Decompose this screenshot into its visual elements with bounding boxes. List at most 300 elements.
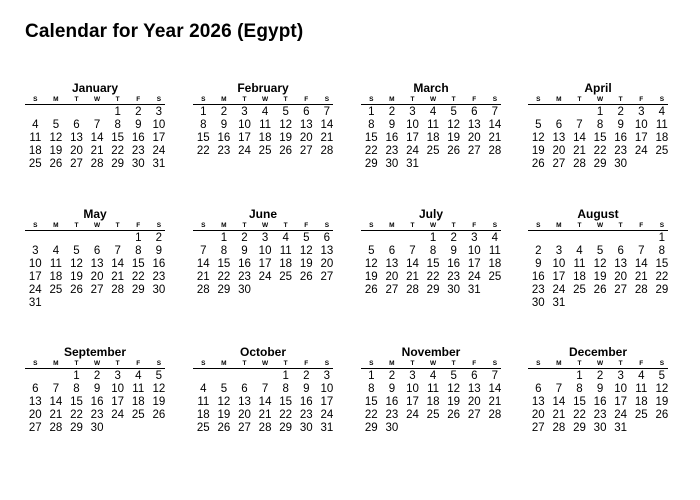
day-cell: 3 (261, 232, 269, 244)
day-cell: 11 (635, 383, 648, 395)
empty-cell (382, 232, 403, 245)
day-cell: 15 (279, 396, 293, 408)
day-cell: 20 (28, 409, 42, 421)
weekday-header-row (25, 95, 165, 105)
day-cell: 5 (52, 119, 60, 131)
day-cell: 15 (573, 396, 586, 408)
weekday-label: T (74, 222, 79, 229)
weekday-label: W (94, 360, 101, 367)
weekday-label: W (262, 96, 269, 103)
weekday-label: S (492, 96, 498, 103)
day-cell: 8 (73, 383, 80, 395)
day-cell: 27 (28, 422, 42, 434)
month-name: March (413, 81, 449, 95)
day-cell: 24 (28, 284, 42, 296)
day-cell: 5 (596, 245, 604, 257)
empty-cell (107, 232, 128, 245)
day-cell: 24 (152, 145, 166, 157)
day-cell: 10 (152, 119, 166, 131)
day-grid (361, 106, 501, 171)
weekday-label: S (324, 96, 330, 103)
day-cell: 7 (261, 383, 269, 395)
day-cell: 17 (320, 396, 334, 408)
day-cell: 19 (655, 396, 669, 408)
day-cell: 13 (385, 258, 399, 270)
day-cell: 22 (131, 271, 145, 283)
weekday-label: W (430, 96, 437, 103)
day-cell: 14 (196, 258, 210, 270)
day-cell: 3 (323, 370, 331, 382)
weekday-label: W (262, 360, 269, 367)
day-cell: 21 (406, 271, 419, 283)
day-cell: 9 (155, 245, 163, 257)
day-cell: 8 (368, 383, 375, 395)
day-cell: 17 (614, 396, 628, 408)
day-cell: 9 (617, 119, 624, 131)
day-cell: 12 (70, 258, 83, 270)
weekday-label: F (304, 96, 309, 103)
day-cell: 28 (320, 145, 334, 157)
weekday-header-row (193, 359, 333, 369)
weekday-label: F (472, 96, 477, 103)
day-cell: 17 (634, 132, 648, 144)
day-cell: 11 (279, 245, 292, 257)
day-cell: 26 (364, 284, 378, 296)
day-cell: 17 (467, 258, 481, 270)
day-cell: 20 (90, 271, 104, 283)
day-cell: 12 (447, 383, 461, 395)
weekday-header-row (193, 95, 333, 105)
day-cell: 27 (238, 422, 251, 434)
day-cell: 30 (593, 422, 607, 434)
day-cell: 2 (241, 232, 248, 244)
day-cell: 24 (406, 145, 419, 157)
weekday-label: S (33, 360, 38, 367)
day-cell: 19 (447, 132, 461, 144)
day-cell: 6 (303, 106, 310, 118)
day-cell: 12 (152, 383, 166, 395)
day-cell: 27 (467, 409, 481, 421)
day-cell: 5 (658, 370, 666, 382)
day-cell: 25 (426, 145, 440, 157)
day-cell: 29 (217, 284, 231, 296)
day-cell: 4 (491, 232, 499, 244)
day-cell: 19 (531, 145, 545, 157)
weekday-label: S (156, 360, 162, 367)
day-cell: 21 (634, 271, 648, 283)
weekday-label: W (94, 222, 101, 229)
day-cell: 12 (593, 258, 607, 270)
day-cell: 9 (220, 119, 228, 131)
day-cell: 3 (617, 370, 624, 382)
empty-cell (549, 232, 570, 245)
month-name: May (83, 207, 107, 221)
month-june (193, 207, 333, 297)
day-cell: 6 (388, 245, 396, 257)
day-cell: 7 (409, 245, 416, 257)
day-cell: 3 (555, 245, 563, 257)
empty-cell (193, 370, 214, 383)
day-cell: 31 (28, 297, 42, 309)
day-cell: 30 (614, 158, 628, 170)
day-cell: 17 (238, 132, 251, 144)
day-cell: 14 (488, 383, 502, 395)
day-cell: 5 (450, 370, 457, 382)
weekday-label: S (324, 360, 330, 367)
weekday-label: M (389, 360, 395, 367)
day-cell: 15 (196, 132, 210, 144)
weekday-label: M (221, 360, 227, 367)
weekday-label: F (472, 222, 477, 229)
day-cell: 11 (488, 245, 501, 257)
day-cell: 19 (49, 145, 63, 157)
empty-cell (528, 106, 549, 119)
day-cell: 5 (535, 119, 542, 131)
day-cell: 31 (467, 284, 481, 296)
day-cell: 22 (426, 271, 440, 283)
day-grid (193, 370, 333, 435)
day-cell: 27 (385, 284, 399, 296)
day-cell: 14 (552, 396, 566, 408)
day-cell: 25 (488, 271, 502, 283)
day-cell: 18 (258, 132, 272, 144)
day-cell: 21 (320, 132, 334, 144)
day-cell: 11 (259, 119, 272, 131)
month-name: December (568, 345, 628, 359)
weekday-label: T (115, 222, 120, 229)
empty-cell (25, 370, 46, 383)
day-cell: 24 (406, 409, 419, 421)
day-cell: 17 (406, 396, 419, 408)
day-cell: 5 (220, 383, 228, 395)
day-cell: 1 (114, 106, 121, 118)
empty-cell (25, 106, 46, 119)
day-cell: 29 (70, 422, 83, 434)
day-cell: 4 (261, 106, 269, 118)
day-cell: 7 (93, 119, 101, 131)
day-cell: 13 (467, 119, 481, 131)
empty-cell (402, 232, 423, 245)
day-cell: 25 (634, 409, 648, 421)
day-cell: 18 (28, 145, 42, 157)
weekday-label: F (136, 222, 141, 229)
day-cell: 12 (531, 132, 545, 144)
day-cell: 4 (52, 245, 60, 257)
day-cell: 25 (573, 284, 586, 296)
day-cell: 14 (573, 132, 586, 144)
day-cell: 20 (467, 132, 481, 144)
day-cell: 23 (238, 271, 251, 283)
day-cell: 8 (282, 383, 289, 395)
day-cell: 1 (368, 106, 375, 118)
day-cell: 4 (576, 245, 583, 257)
weekday-label: S (492, 222, 498, 229)
day-cell: 13 (90, 258, 104, 270)
weekday-label: M (53, 222, 59, 229)
weekday-label: M (556, 360, 562, 367)
weekday-label: M (389, 222, 395, 229)
day-cell: 23 (90, 409, 104, 421)
weekday-header-row (25, 359, 165, 369)
weekday-label: T (242, 360, 247, 367)
day-cell: 15 (111, 132, 125, 144)
day-cell: 21 (488, 132, 502, 144)
day-cell: 3 (241, 106, 248, 118)
day-cell: 22 (111, 145, 125, 157)
day-cell: 17 (552, 271, 566, 283)
page-title: Calendar for Year 2026 (Egypt) (25, 21, 304, 42)
day-cell: 12 (655, 383, 669, 395)
day-cell: 15 (364, 132, 378, 144)
empty-cell (361, 232, 382, 245)
day-cell: 5 (303, 232, 310, 244)
day-cell: 1 (596, 106, 604, 118)
day-cell: 20 (385, 271, 399, 283)
empty-cell (569, 232, 590, 245)
day-cell: 11 (573, 258, 586, 270)
empty-cell (631, 232, 652, 245)
day-cell: 6 (73, 119, 80, 131)
month-name: August (577, 207, 619, 221)
day-cell: 9 (450, 245, 457, 257)
weekday-label: T (618, 222, 623, 229)
weekday-label: M (389, 96, 395, 103)
weekday-label: S (536, 222, 541, 229)
weekday-label: S (201, 360, 206, 367)
day-cell: 19 (299, 258, 313, 270)
day-cell: 25 (279, 271, 293, 283)
weekday-label: M (53, 96, 59, 103)
empty-cell (25, 232, 46, 245)
day-cell: 28 (488, 409, 502, 421)
day-cell: 15 (70, 396, 83, 408)
day-cell: 19 (152, 396, 166, 408)
day-cell: 18 (196, 409, 210, 421)
weekday-label: S (536, 360, 541, 367)
day-cell: 24 (467, 271, 481, 283)
empty-cell (569, 106, 590, 119)
day-cell: 1 (576, 370, 583, 382)
weekday-header-row (528, 221, 668, 231)
day-cell: 12 (299, 245, 313, 257)
day-cell: 15 (426, 258, 440, 270)
day-cell: 10 (406, 119, 419, 131)
day-cell: 20 (467, 396, 481, 408)
day-cell: 2 (596, 370, 604, 382)
day-cell: 25 (258, 145, 272, 157)
day-cell: 23 (614, 145, 628, 157)
weekday-label: T (410, 360, 415, 367)
day-cell: 16 (385, 396, 399, 408)
day-cell: 2 (388, 370, 396, 382)
day-cell: 30 (152, 284, 166, 296)
day-cell: 27 (299, 145, 313, 157)
day-cell: 14 (488, 119, 502, 131)
day-cell: 25 (28, 158, 42, 170)
day-cell: 18 (279, 258, 293, 270)
day-cell: 19 (279, 132, 293, 144)
day-cell: 8 (220, 245, 228, 257)
day-cell: 5 (282, 106, 289, 118)
day-cell: 12 (217, 396, 231, 408)
day-cell: 2 (220, 106, 228, 118)
day-cell: 31 (614, 422, 628, 434)
day-cell: 10 (467, 245, 481, 257)
day-cell: 7 (491, 106, 499, 118)
empty-cell (46, 106, 67, 119)
weekday-label: M (221, 222, 227, 229)
day-cell: 4 (429, 106, 437, 118)
day-cell: 20 (70, 145, 83, 157)
day-cell: 19 (593, 271, 607, 283)
day-cell: 6 (471, 106, 478, 118)
weekday-header-row (193, 221, 333, 231)
day-cell: 28 (196, 284, 210, 296)
day-cell: 12 (279, 119, 293, 131)
day-cell: 8 (429, 245, 437, 257)
weekday-label: F (639, 360, 644, 367)
day-cell: 12 (364, 258, 378, 270)
day-cell: 28 (49, 422, 63, 434)
weekday-label: F (304, 360, 309, 367)
month-name: June (248, 207, 277, 221)
day-cell: 16 (217, 132, 231, 144)
day-cell: 19 (217, 409, 231, 421)
day-cell: 25 (655, 145, 669, 157)
empty-cell (214, 370, 235, 383)
day-cell: 26 (279, 145, 293, 157)
day-cell: 21 (90, 145, 104, 157)
day-cell: 28 (90, 158, 104, 170)
day-grid (361, 232, 501, 297)
day-cell: 27 (552, 158, 566, 170)
weekday-label: W (262, 222, 269, 229)
day-cell: 11 (132, 383, 145, 395)
weekday-label: T (115, 96, 120, 103)
day-cell: 24 (111, 409, 125, 421)
weekday-label: S (369, 222, 374, 229)
day-cell: 13 (467, 383, 481, 395)
day-cell: 26 (299, 271, 313, 283)
day-cell: 8 (596, 119, 604, 131)
day-cell: 20 (320, 258, 334, 270)
day-cell: 20 (238, 409, 251, 421)
weekday-label: S (369, 360, 374, 367)
day-cell: 14 (111, 258, 125, 270)
day-cell: 16 (447, 258, 461, 270)
day-cell: 29 (593, 158, 607, 170)
weekday-label: T (451, 360, 456, 367)
day-cell: 29 (364, 158, 378, 170)
day-grid (528, 370, 668, 435)
day-cell: 7 (576, 119, 583, 131)
month-january (25, 81, 165, 171)
day-cell: 26 (152, 409, 166, 421)
day-cell: 27 (320, 271, 334, 283)
day-cell: 30 (90, 422, 104, 434)
weekday-label: S (33, 222, 38, 229)
weekday-label: T (577, 360, 582, 367)
weekday-label: S (201, 96, 206, 103)
day-cell: 8 (658, 245, 666, 257)
month-name: July (418, 207, 443, 221)
day-cell: 24 (258, 271, 272, 283)
day-cell: 3 (114, 370, 121, 382)
day-cell: 1 (200, 106, 207, 118)
day-cell: 23 (593, 409, 607, 421)
day-cell: 30 (238, 284, 251, 296)
weekday-label: T (618, 96, 623, 103)
day-cell: 13 (299, 119, 313, 131)
month-name: November (401, 345, 461, 359)
day-cell: 10 (258, 245, 272, 257)
day-cell: 23 (447, 271, 461, 283)
day-cell: 17 (28, 271, 42, 283)
day-cell: 14 (258, 396, 272, 408)
day-cell: 23 (152, 271, 166, 283)
day-cell: 23 (385, 145, 399, 157)
day-cell: 20 (552, 145, 566, 157)
day-cell: 9 (596, 383, 604, 395)
day-cell: 16 (90, 396, 104, 408)
day-cell: 25 (426, 409, 440, 421)
month-august (528, 207, 668, 310)
day-cell: 28 (552, 422, 566, 434)
day-cell: 10 (28, 258, 42, 270)
weekday-label: T (577, 96, 582, 103)
day-cell: 9 (535, 258, 542, 270)
day-cell: 4 (658, 106, 666, 118)
month-april (528, 81, 668, 171)
day-cell: 27 (70, 158, 83, 170)
weekday-label: W (597, 96, 604, 103)
month-september (25, 345, 165, 435)
weekday-label: S (659, 222, 665, 229)
day-cell: 11 (655, 119, 668, 131)
weekday-label: F (472, 360, 477, 367)
weekday-label: M (556, 96, 562, 103)
empty-cell (610, 232, 631, 245)
day-cell: 30 (447, 284, 461, 296)
day-cell: 24 (552, 284, 566, 296)
weekday-label: S (536, 96, 541, 103)
day-cell: 3 (409, 106, 416, 118)
day-cell: 17 (111, 396, 125, 408)
day-grid (25, 106, 165, 171)
weekday-label: F (304, 222, 309, 229)
day-cell: 26 (447, 145, 461, 157)
day-cell: 18 (655, 132, 669, 144)
day-cell: 13 (531, 396, 545, 408)
day-grid (193, 232, 333, 297)
day-cell: 27 (531, 422, 545, 434)
day-cell: 14 (406, 258, 419, 270)
day-grid (528, 232, 668, 310)
day-cell: 28 (488, 145, 502, 157)
empty-cell (46, 232, 67, 245)
day-cell: 3 (471, 232, 478, 244)
weekday-label: T (577, 222, 582, 229)
day-cell: 29 (426, 284, 440, 296)
day-cell: 26 (447, 409, 461, 421)
day-cell: 18 (131, 396, 145, 408)
weekday-label: S (33, 96, 38, 103)
day-cell: 14 (90, 132, 104, 144)
day-cell: 22 (217, 271, 231, 283)
day-cell: 22 (655, 271, 669, 283)
weekday-label: T (115, 360, 120, 367)
day-cell: 16 (152, 258, 166, 270)
